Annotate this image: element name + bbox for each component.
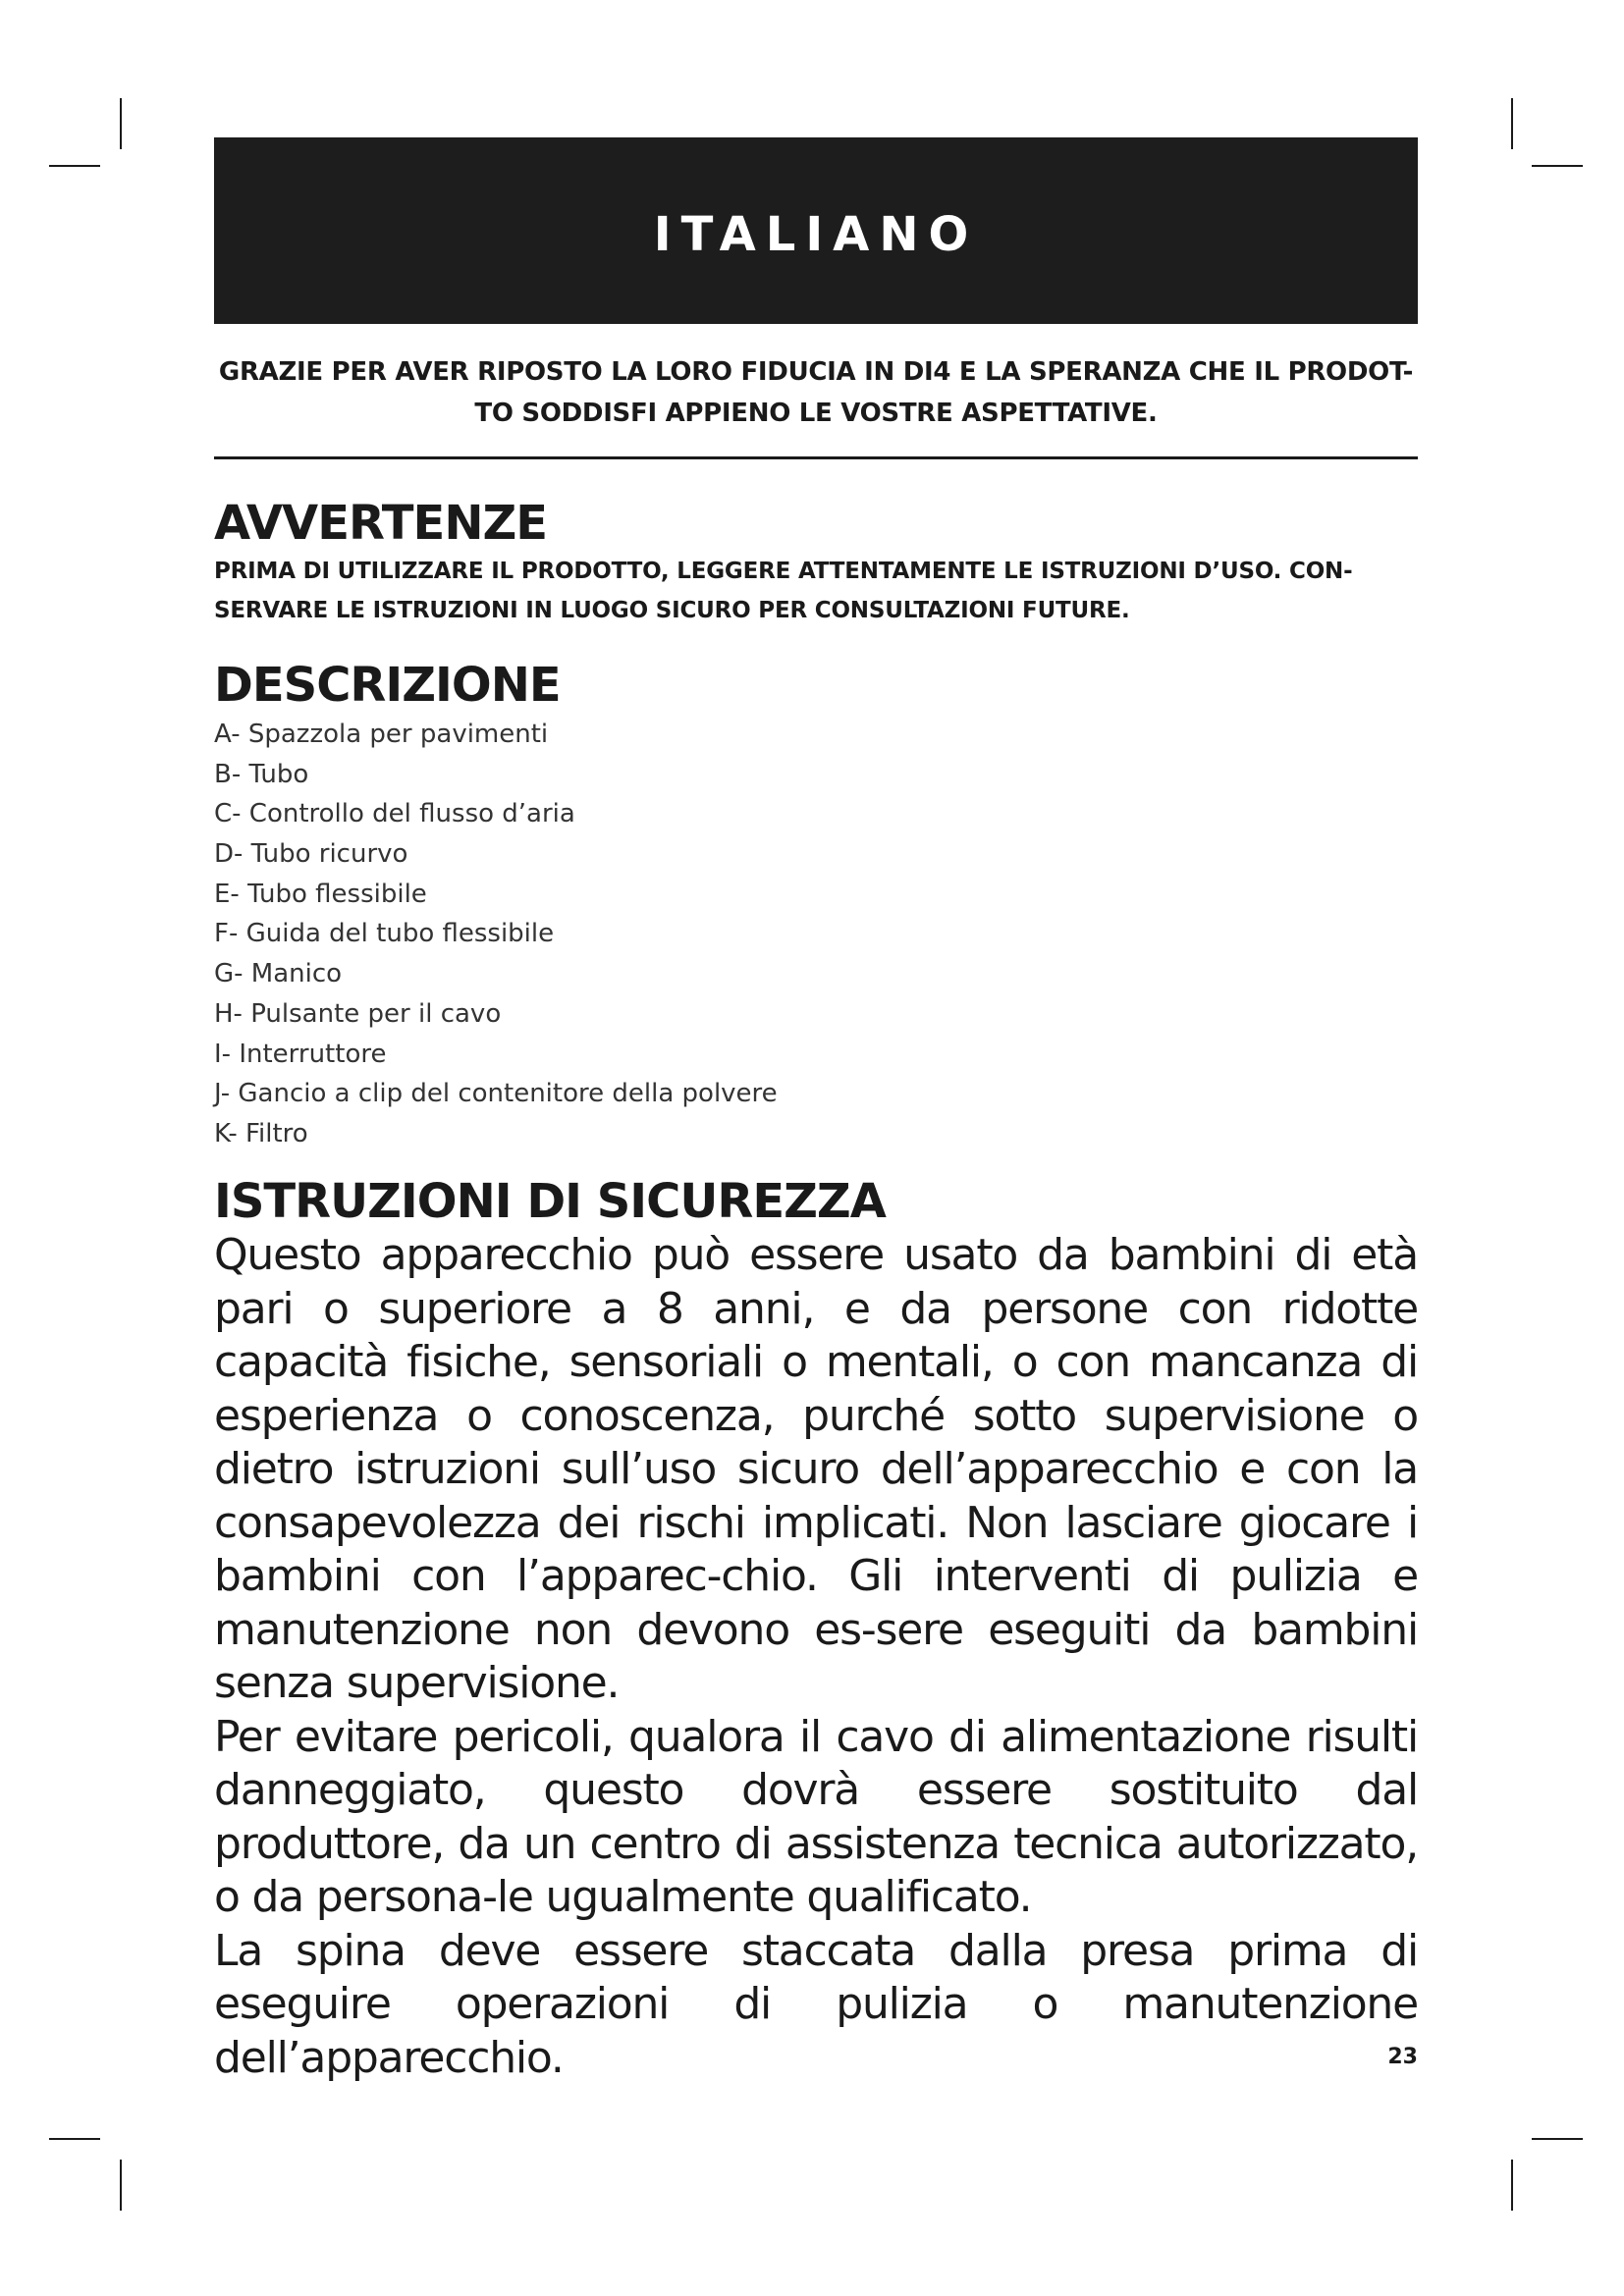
list-item: H- Pulsante per il cavo <box>214 998 502 1029</box>
list-item: J- Gancio a clip del contenitore della polvere <box>214 1079 778 1109</box>
intro-line-2: TO SODDISFI APPIENO LE VOSTRE ASPETTATIVE. <box>474 399 1158 428</box>
description-title: DESCRIZIONE <box>214 658 561 713</box>
crop-mark-top-left-v <box>120 98 122 149</box>
list-item: D- Tubo ricurvo <box>214 839 408 870</box>
page-number: 23 <box>1387 2045 1418 2069</box>
safety-paragraph-3: La spina deve essere staccata dalla presa prima di eseguire operazioni di pulizia o manutenzione dell’apparecchio. <box>214 1925 1418 2083</box>
intro-text <box>214 351 1418 434</box>
crop-mark-bottom-right-h <box>1532 2138 1583 2140</box>
list-item: C- Controllo del flusso d’aria <box>214 799 575 829</box>
safety-paragraph-2: Per evitare pericoli, qualora il cavo di alimentazione risulti danneggiato, questo dovrà essere sostituito dal produttore, da un centro di assistenza tecnica autorizzato, o da persona-le ugualmente qualificato. <box>214 1711 1418 1922</box>
safety-paragraph-1: Questo apparecchio può essere usato da bambini di età pari o superiore a 8 anni, e da persone con ridotte capacità fisiche, sensoriali o mentali, o con mancanza di esperienza o conoscenza, purché sotto supervisione o dietro istruzioni sull’uso sicuro dell’apparecchio e con la consapevolezza dei rischi implicati. Non lasciare giocare i bambini con l’apparec-chio. Gli interventi di pulizia e manutenzione non devono es-sere eseguiti da bambini senza supervisione. <box>214 1230 1418 1708</box>
language-header <box>214 137 1418 324</box>
crop-mark-bottom-left-h <box>49 2138 100 2140</box>
warnings-title: AVVERTENZE <box>214 496 548 551</box>
safety-text <box>214 1229 1418 2085</box>
list-item: F- Guida del tubo flessibile <box>214 919 555 949</box>
parts-list <box>214 715 778 1154</box>
list-item: E- Tubo flessibile <box>214 879 427 909</box>
list-item: I- Interruttore <box>214 1039 387 1069</box>
list-item: K- Filtro <box>214 1118 308 1148</box>
warnings-line-1: PRIMA DI UTILIZZARE IL PRODOTTO, LEGGERE ATTENTAMENTE LE ISTRUZIONI D’USO. CON- <box>214 559 1353 584</box>
list-item: G- Manico <box>214 959 343 989</box>
crop-mark-top-left-h <box>49 165 100 167</box>
list-item: B- Tubo <box>214 759 309 789</box>
crop-mark-top-right-v <box>1511 98 1513 149</box>
safety-title: ISTRUZIONI DI SICUREZZA <box>214 1174 886 1229</box>
list-item: A- Spazzola per pavimenti <box>214 720 549 749</box>
language-title: ITALIANO <box>653 207 979 262</box>
crop-mark-bottom-left-v <box>120 2160 122 2211</box>
crop-mark-bottom-right-v <box>1511 2160 1513 2211</box>
divider <box>214 456 1418 459</box>
warnings-line-2: SERVARE LE ISTRUZIONI IN LUOGO SICURO PER CONSULTAZIONI FUTURE. <box>214 598 1130 623</box>
warnings-text <box>214 552 1418 630</box>
intro-line-1: GRAZIE PER AVER RIPOSTO LA LORO FIDUCIA IN DI4 E LA SPERANZA CHE IL PRODOT- <box>218 357 1414 387</box>
crop-mark-top-right-h <box>1532 165 1583 167</box>
